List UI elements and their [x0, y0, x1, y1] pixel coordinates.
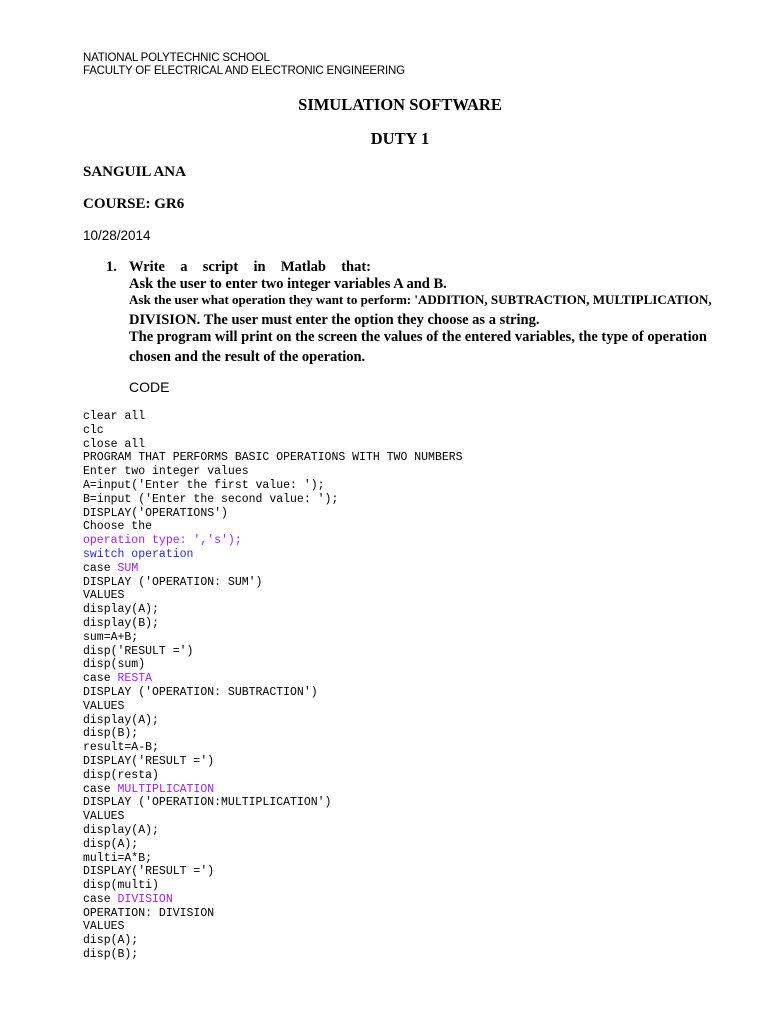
code-line — [83, 865, 463, 879]
code-text: Enter two integer values — [83, 465, 249, 479]
question-line: Ask the user what operation they want to perform: 'ADDITION, SUBTRACTION, MULTIPLICATION, — [129, 292, 712, 307]
code-highlight: RESTA — [117, 672, 153, 686]
code-text: A=input('Enter the first value: '); — [83, 478, 325, 492]
code-line — [83, 603, 463, 617]
code-line — [83, 451, 463, 465]
code-line — [83, 934, 463, 948]
code-line — [83, 920, 463, 934]
code-text: disp(B); — [83, 727, 139, 741]
code-line — [83, 852, 463, 866]
code-text: disp(resta) — [83, 768, 159, 782]
code-line — [83, 893, 463, 907]
code-text: B=input ('Enter the second value: '); — [83, 492, 339, 506]
code-line — [83, 727, 463, 741]
code-line — [83, 520, 463, 534]
code-line — [83, 810, 463, 824]
code-line — [83, 907, 463, 921]
code-line — [83, 658, 463, 672]
code-text: clear all — [83, 410, 146, 423]
code-line — [83, 686, 463, 700]
code-text: VALUES — [83, 699, 125, 713]
code-text: DISPLAY('RESULT =') — [83, 865, 215, 879]
code-line — [83, 548, 463, 562]
code-text: disp(A); — [83, 934, 139, 948]
code-line — [83, 631, 463, 645]
code-highlight: switch operation — [83, 547, 194, 561]
code-text: disp(sum) — [83, 658, 146, 672]
course-code: COURSE: GR6 — [83, 196, 185, 212]
code-text: display(A); — [83, 603, 159, 617]
document-title: SIMULATION SOFTWARE — [298, 95, 502, 114]
code-line — [83, 534, 463, 548]
code-text: result=A-B; — [83, 741, 159, 755]
code-text: display(A); — [83, 823, 159, 837]
code-highlight: operation type: ','s'); — [83, 534, 242, 548]
faculty-name: FACULTY OF ELECTRICAL AND ELECTRONIC ENGINEERING — [83, 65, 405, 77]
school-name: NATIONAL POLYTECHNIC SCHOOL — [83, 52, 270, 64]
question-line: Ask the user to enter two integer variables A and B. — [129, 276, 447, 292]
code-text: case — [83, 892, 118, 906]
code-text: case — [83, 561, 118, 575]
header — [83, 52, 405, 78]
code-line — [83, 879, 463, 893]
student-name: SANGUIL ANA — [83, 164, 186, 180]
code-text: disp(A); — [83, 837, 139, 851]
document-subtitle: DUTY 1 — [370, 129, 430, 148]
code-block — [83, 410, 463, 962]
code-text: disp(B); — [83, 948, 139, 962]
code-line — [83, 824, 463, 838]
code-text: sum=A+B; — [83, 630, 139, 644]
code-line — [83, 741, 463, 755]
code-line — [83, 465, 463, 479]
code-line — [83, 714, 463, 728]
code-line — [83, 479, 463, 493]
code-line — [83, 700, 463, 714]
code-line — [83, 576, 463, 590]
code-highlight: DIVISION — [117, 892, 173, 906]
code-line — [83, 424, 463, 438]
question-line: Write a script in Matlab that: — [129, 259, 371, 275]
code-text: multi=A*B; — [83, 851, 153, 865]
code-text: display(A); — [83, 713, 159, 727]
document-date: 10/28/2014 — [83, 228, 151, 243]
code-line — [83, 507, 463, 521]
question-line: chosen and the result of the operation. — [129, 349, 366, 365]
code-line — [83, 672, 463, 686]
code-line — [83, 438, 463, 452]
code-text: VALUES — [83, 810, 125, 824]
code-line — [83, 645, 463, 659]
code-label: CODE — [129, 379, 170, 395]
code-text: close all — [83, 437, 146, 451]
code-text: disp(multi) — [83, 879, 159, 893]
code-line — [83, 617, 463, 631]
code-text: case — [83, 782, 118, 796]
question-line: The program will print on the screen the values of the entered variables, the type of operation — [129, 329, 707, 345]
code-line — [83, 562, 463, 576]
code-highlight: SUM — [117, 561, 139, 575]
code-text: VALUES — [83, 920, 125, 934]
code-text: disp('RESULT =') — [83, 644, 194, 658]
code-text: clc — [83, 423, 104, 437]
code-highlight: MULTIPLICATION — [117, 782, 215, 796]
code-text: DISPLAY('OPERATIONS') — [83, 506, 228, 520]
code-line — [83, 948, 463, 962]
code-text: OPERATION: DIVISION — [83, 906, 215, 920]
code-text: PROGRAM THAT PERFORMS BASIC OPERATIONS WITH TWO NUMBERS — [83, 451, 463, 465]
code-line — [83, 755, 463, 769]
code-text: Choose the — [83, 520, 153, 534]
code-text: DISPLAY ('OPERATION:MULTIPLICATION') — [83, 796, 332, 810]
code-text: display(B); — [83, 616, 159, 630]
code-line — [83, 493, 463, 507]
code-text: DISPLAY ('OPERATION: SUM') — [83, 575, 263, 589]
question-number: 1. — [106, 259, 117, 275]
code-line — [83, 783, 463, 797]
code-line — [83, 769, 463, 783]
code-line — [83, 796, 463, 810]
code-text: case — [83, 672, 118, 686]
code-text: DISPLAY ('OPERATION: SUBTRACTION') — [83, 685, 318, 699]
code-line — [83, 589, 463, 603]
code-line — [83, 410, 463, 424]
code-text: VALUES — [83, 589, 125, 603]
code-line — [83, 838, 463, 852]
code-text: DISPLAY('RESULT =') — [83, 754, 215, 768]
question-line: DIVISION. The user must enter the option they choose as a string. — [129, 312, 540, 328]
